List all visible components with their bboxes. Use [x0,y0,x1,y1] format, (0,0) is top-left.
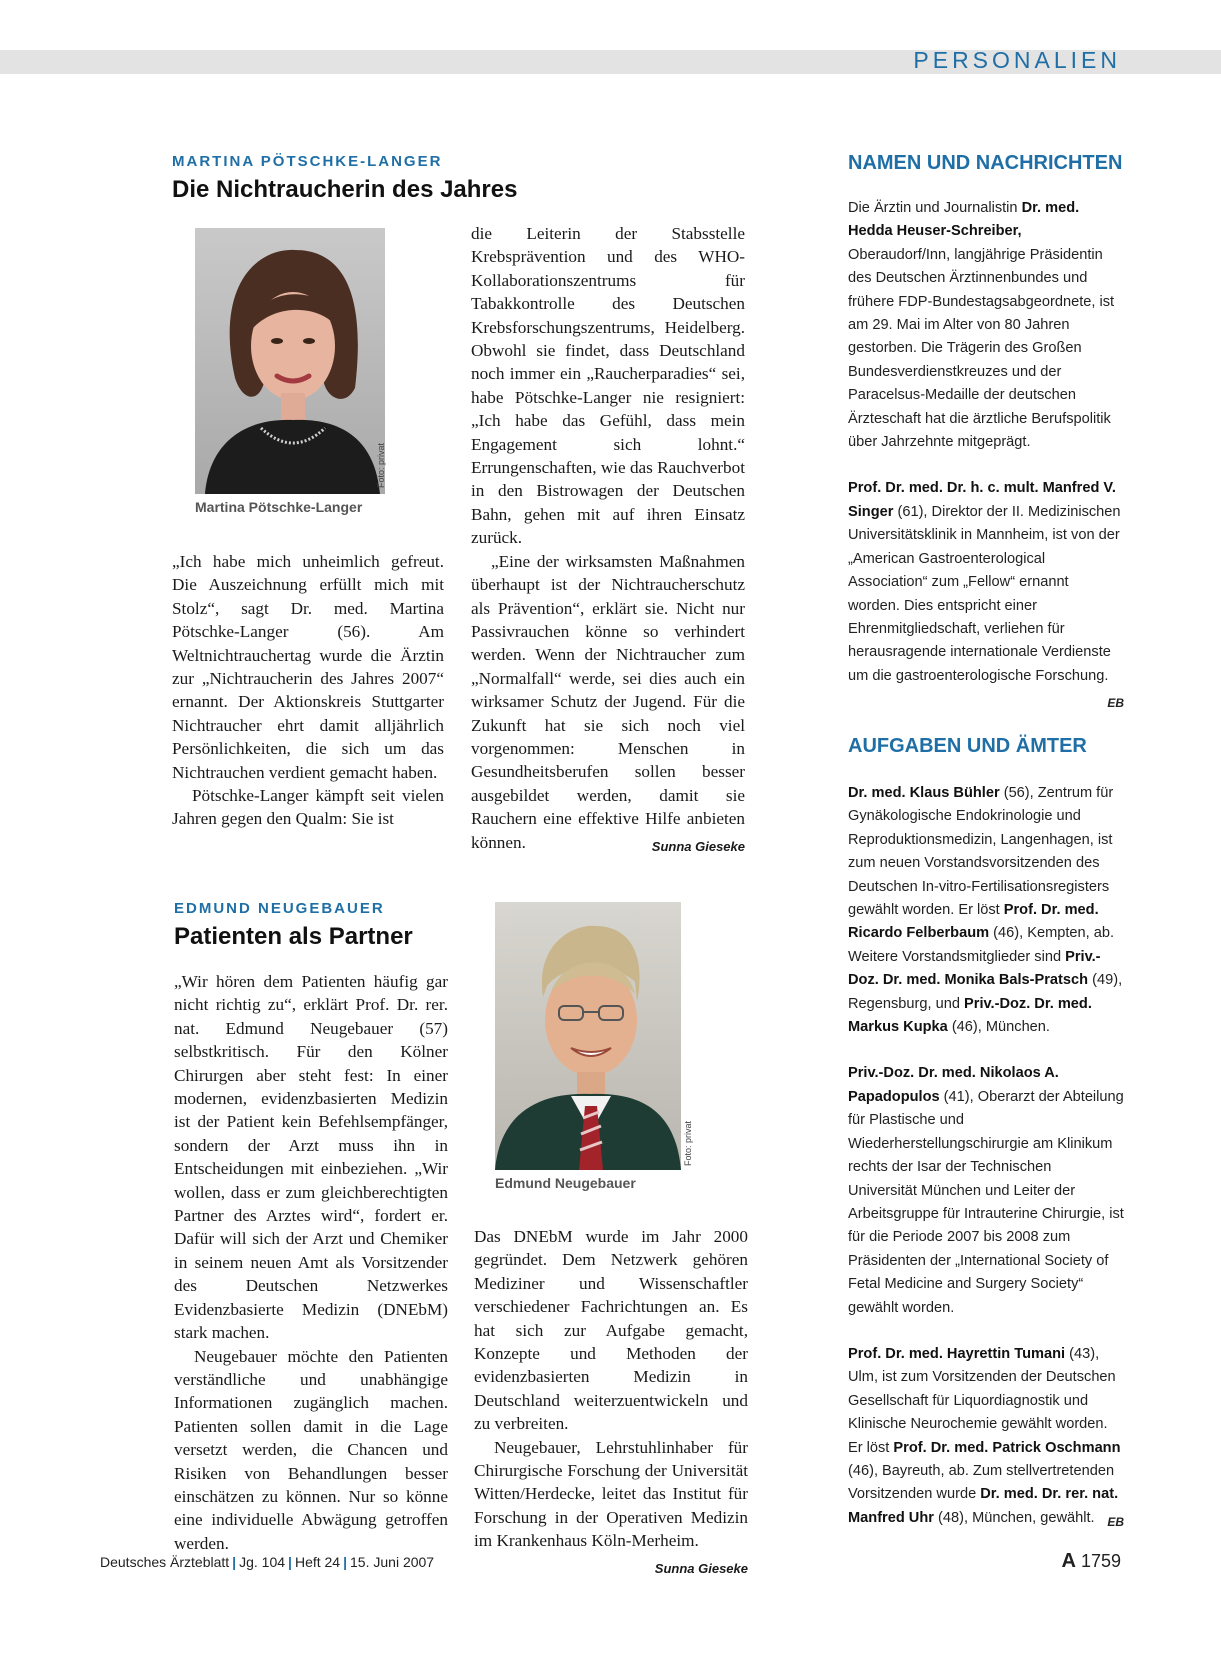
news-item: Prof. Dr. med. Dr. h. c. mult. Manfred V. Singer (61), Direktor der II. Medizinischen Universitätsklinik in Mannheim, ist von der „American Gastroenterological Association“ zum „Fellow“ ernannt worden. Dies entspricht einer Ehrenmitgliedschaft, verliehen für herausragende internationale Verdienste um die gastroenterologische Forschung. EB [848,477,1124,688]
sidebar-offices-body [848,782,1124,1553]
sidebar-news-body [848,197,1124,716]
paragraph: „Wir hören dem Patienten häufig gar nicht richtig zu“, erklärt Prof. Dr. rer. nat. Edmund Neugebauer (57) selbstkritisch. Für den Kölner Chirurgen aber steht fest: In einer modernen, evidenzbasierten Medizin ist der Patient kein Befehlsempfänger, sondern der Arzt muss ihn in Entscheidungen mit einbeziehen. „Wir wollen, dass er zum gleichberechtigten Partner des Arztes wird“, fordert er. Dafür will sich der Arzt und Chemiker in seinem neuen Amt als Vorsitzender des Deutschen Netzwerkes Evidenzbasierte Medizin (DNEbM) stark machen. [174,972,448,1343]
article1-column1 [172,550,444,831]
volume: Jg. 104 [239,1554,286,1570]
paragraph: Pötschke-Langer kämpft seit vielen Jahren gegen den Qualm: Sie ist [172,786,444,829]
sidebar-heading-offices: AUFGABEN UND ÄMTER [848,735,1087,757]
issue: Heft 24 [294,1554,341,1570]
office-item: Dr. med. Klaus Bühler (56), Zentrum für Gynäkologische Endokrinologie und Reproduktionsmedizin, Langenhagen, ist zum neuen Vorstandsvorsitzenden des Deutschen In-vitro-Fertilisationsregisters gewählt worden. Er löst Prof. Dr. med. Ricardo Felberbaum (46), Kempten, ab. Weitere Vorstandsmitglieder sind Priv.-Doz. Dr. med. Monika Bals-Pratsch (49), Regensburg, und Priv.-Doz. Dr. med. Markus Kupka (46), München. [848,785,1123,1036]
signature-eb: EB [1107,696,1124,711]
article1-column2 [471,222,745,858]
portrait-photo-neugebauer [495,902,681,1170]
author-signature: Sunna Gieseke [651,838,745,854]
article2-column2 [474,1225,748,1580]
article2-headline: Patienten als Partner [174,923,413,950]
paragraph: „Ich habe mich unheimlich gefreut. Die Auszeichnung erfüllt mich mit Stolz“, sagt Dr. med. Martina Pötschke-Langer (56). Am Weltnichtrauchertag wurde die Ärztin zur „Nichtraucherin des Jahres 2007“ ernannt. Der Aktionskreis Stuttgarter Nichtraucher ehrt damit alljährlich Persönlichkeiten, die sich um das Nichtrauchen verdient gemacht haben. [172,552,444,782]
journal-name: Deutsches Ärzteblatt [100,1554,230,1570]
photo-credit-2: Foto: privat [683,1120,693,1166]
paragraph: Neugebauer möchte den Patienten verständliche und unabhängige Informationen zugänglich machen. Patienten sollen damit in die Lage versetzt werden, die Chancen und Risiken von Behandlungen besser einschätzen zu können. Nur so könne eine individuelle Abwägung getroffen werden. [174,1346,448,1553]
paragraph: die Leiterin der Stabsstelle Krebsprävention und des WHO-Kollaborationszentrums für Tabakkontrolle des Deutschen Krebsforschungszentrums, Heidelberg. Obwohl sie findet, dass Deutschland noch immer ein „Raucherparadies“ sei, habe Pötschke-Langer nie resigniert: „Ich habe das Gefühl, dass mein Engagement sich lohnt.“ Errungenschaften, wie das Rauchverbot in den Bistrowagen der Deutschen Bahn, gehen mit auf ihren Einsatz zurück. [471,224,745,548]
sidebar-heading-news: NAMEN UND NACHRICHTEN [848,152,1123,174]
photo-caption-1: Martina Pötschke-Langer [195,499,363,515]
paragraph: Das DNEbM wurde im Jahr 2000 gegründet. Dem Netzwerk gehören Mediziner und Wissenschaftler verschiedener Fachrichtungen an. Es hat sich zur Aufgabe gemacht, Konzepte und Methoden der evidenzbasierten Medizin in Deutschland weiterzuentwickeln und zu verbreiten. [474,1227,748,1434]
paragraph: „Eine der wirksamsten Maßnahmen überhaupt ist der Nichtraucherschutz als Prävention“, erklärt sie. Nicht nur Passivrauchen könne so verhindert werden. Wenn der Nichtraucher zum „Normalfall“ werde, sei dies auch ein wirksamer Schutz der Jugend. Für die Zukunft hat sie sich noch viel vorgenommen: Menschen in Gesundheitsberufen sollen besser ausgebildet werden, damit sie Rauchern eine effektive Hilfe anbieten können. Sunna Gieseke [471,550,745,854]
photo-credit-1: Foto: privat [376,442,386,488]
photo-caption-2: Edmund Neugebauer [495,1175,636,1191]
article1-headline: Die Nichtraucherin des Jahres [172,176,518,203]
section-label: PERSONALIEN [913,47,1121,73]
article2-kicker: EDMUND NEUGEBAUER [174,900,385,917]
paragraph: Neugebauer, Lehrstuhlinhaber für Chirurgische Forschung der Universität Witten/Herdecke, leitet das Institut für Forschung in der Operativen Medizin im Krankenhaus Köln-Merheim. Sunna Gieseke [474,1436,748,1553]
author-signature: Sunna Gieseke [654,1560,748,1576]
news-item: Die Ärztin und Journalistin Dr. med. Hedda Heuser-Schreiber, Oberaudorf/Inn, langjährige Präsidentin des Deutschen Ärztinnenbundes und frühere FDP-Bundestagsabgeordnete, ist am 29. Mai im Alter von 80 Jahren gestorben. Die Trägerin des Großen Bundesverdienstkreuzes und der Paracelsus-Medaille der deutschen Ärzteschaft hat die ärztliche Berufspolitik über Jahrzehnte mitgeprägt. [848,200,1115,451]
office-item: Priv.-Doz. Dr. med. Nikolaos A. Papadopulos (41), Oberarzt der Abteilung für Plastische und Wiederherstellungschirurgie am Klinikum rechts der Isar der Technischen Universität München und Leiter der Arbeitsgruppe für Intrauterine Chirurgie, ist für die Periode 2007 bis 2008 zum Präsidenten der „International Society of Fetal Medicine and Surgery Society“ gewählt worden. [848,1065,1124,1316]
portrait-photo-poetschke-langer [195,228,385,494]
article1-kicker: MARTINA PÖTSCHKE-LANGER [172,153,443,170]
date: 15. Juni 2007 [350,1554,435,1570]
office-item: Prof. Dr. med. Hayrettin Tumani (43), Ulm, ist zum Vorsitzenden der Deutschen Gesellschaft für Liquordiagnostik und Klinische Neurochemie gewählt worden. Er löst Prof. Dr. med. Patrick Oschmann (46), Bayreuth, ab. Zum stellvertretenden Vorsitzenden wurde Dr. med. Dr. rer. nat. Manfred Uhr (48), München, gewählt. EB [848,1343,1124,1530]
footer-citation: Deutsches Ärzteblatt | Jg. 104 | Heft 24 | 15. Juni 2007 [100,1554,435,1570]
article2-column1 [174,970,448,1555]
signature-eb: EB [1107,1514,1124,1529]
page-number: A 1759 [1061,1550,1121,1572]
